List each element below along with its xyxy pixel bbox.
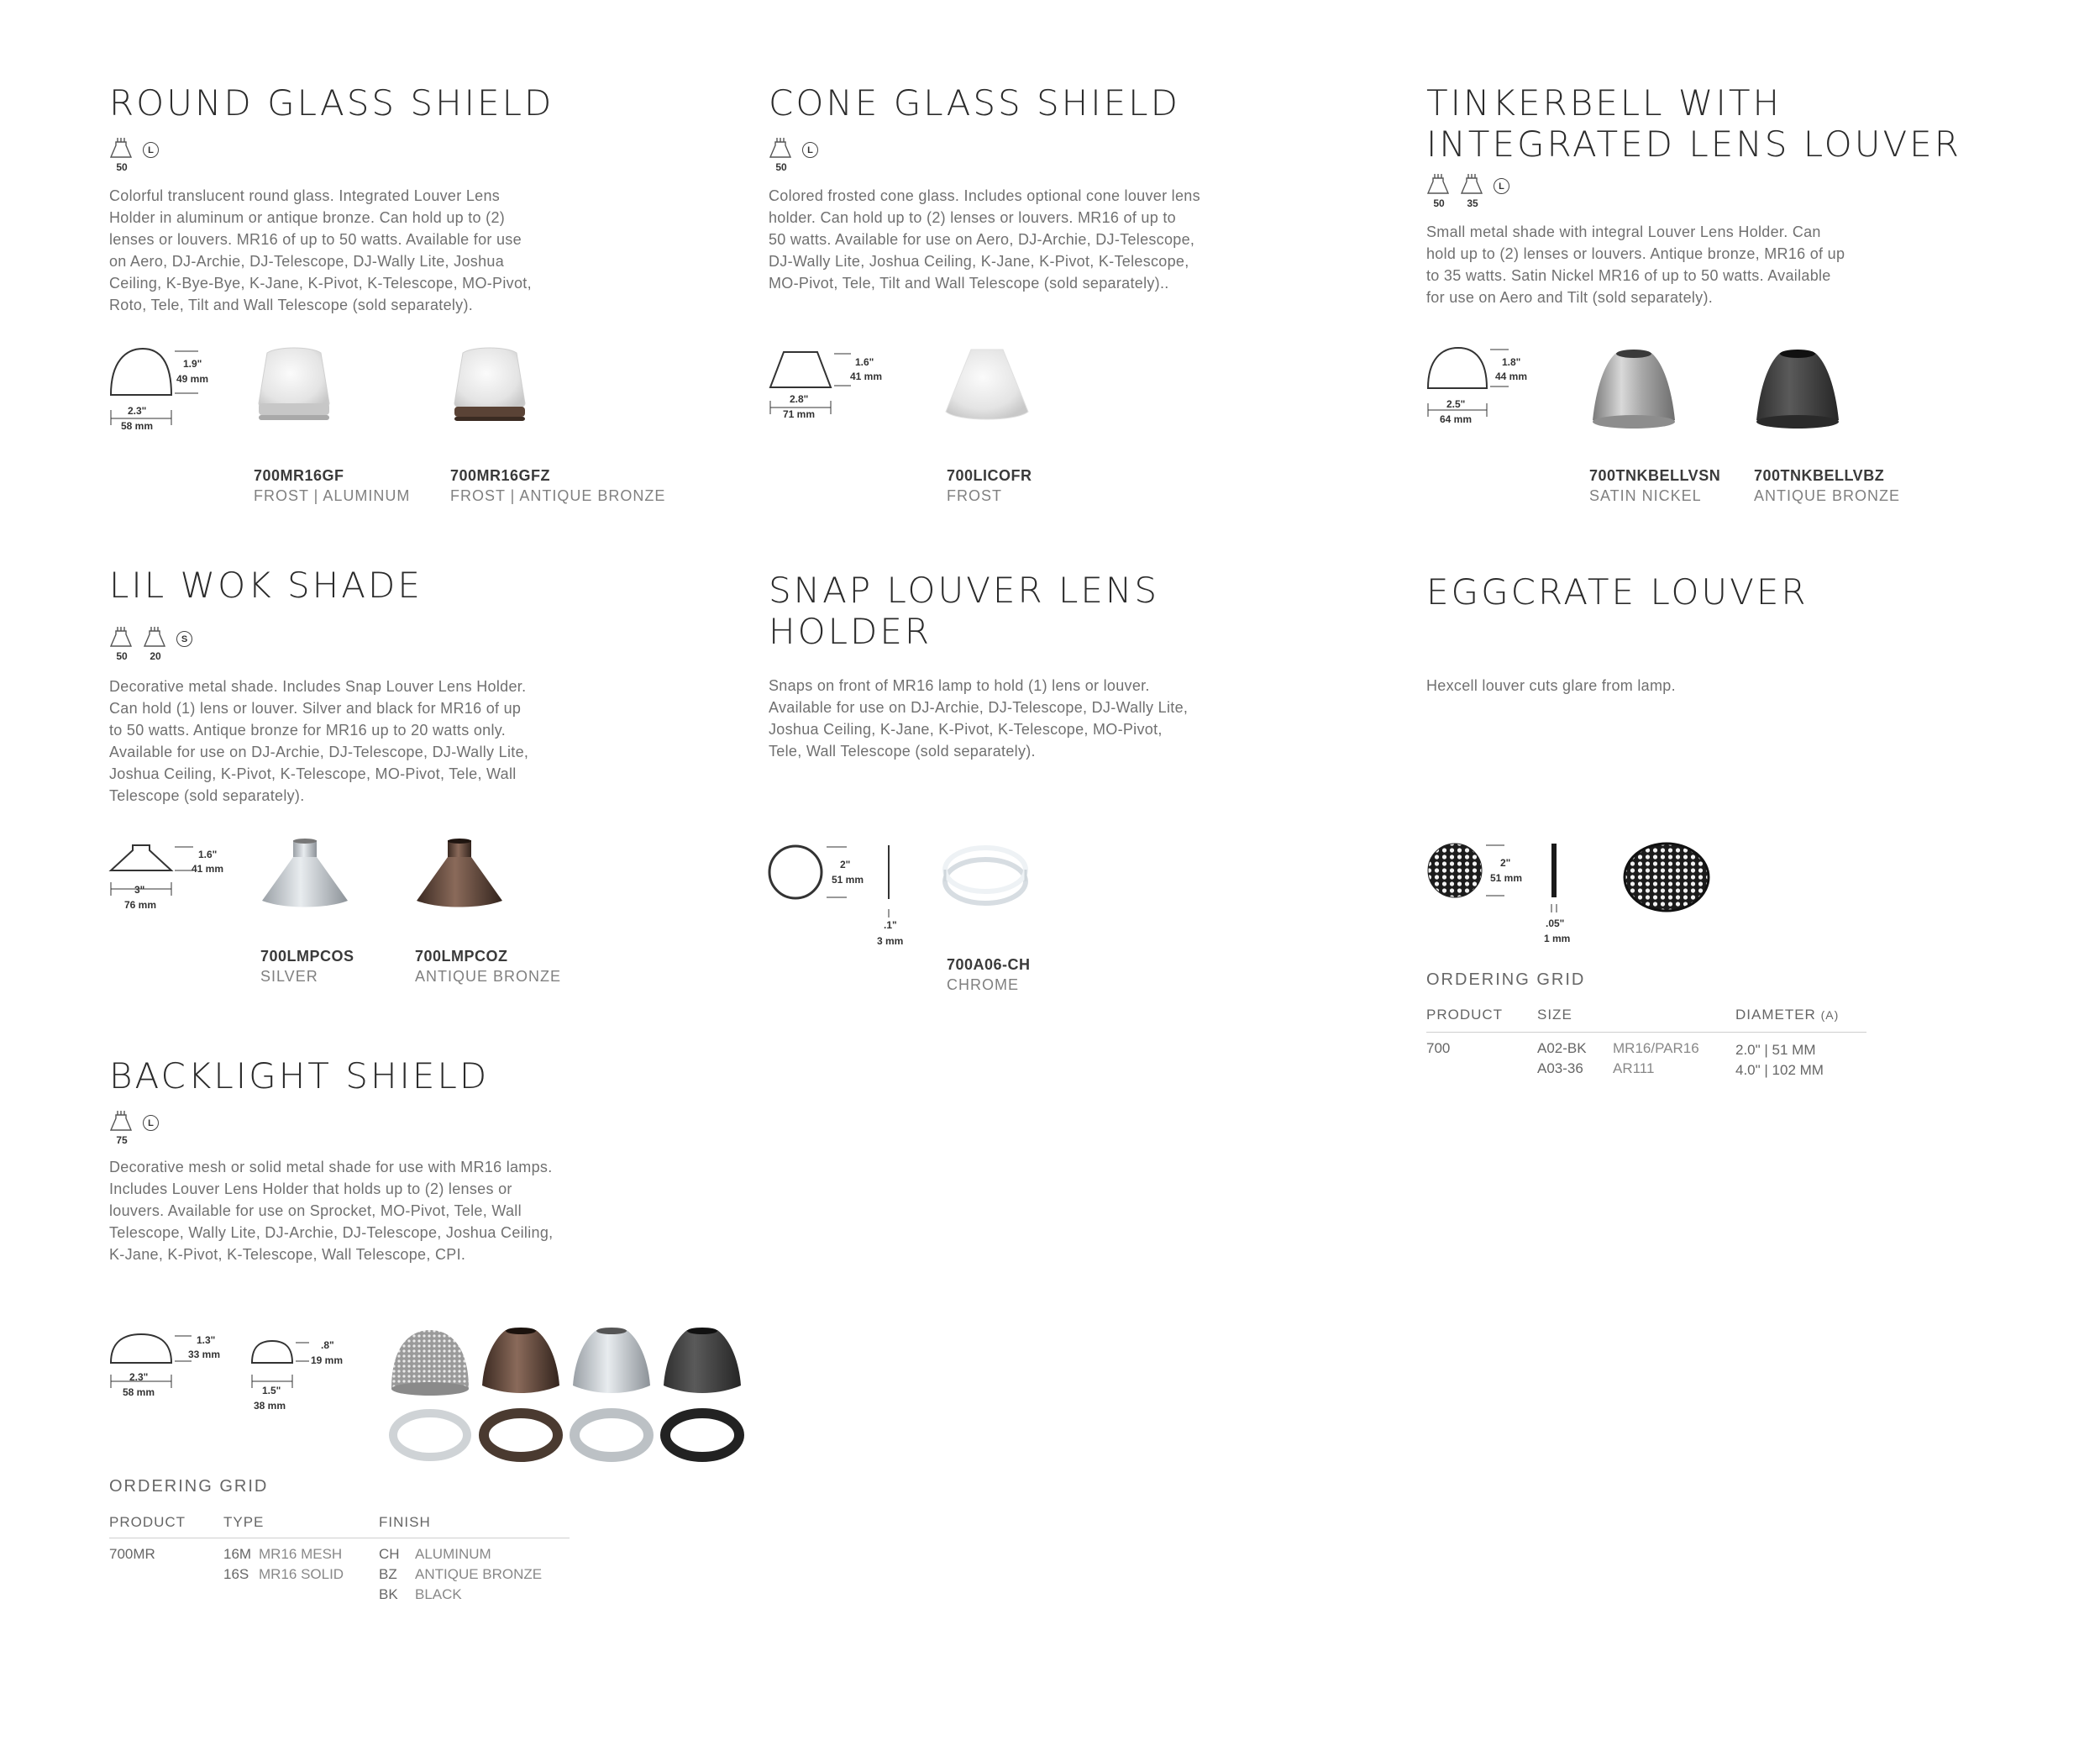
grid-type-label: MR16 SOLID — [259, 1566, 344, 1582]
tinkerbell-rating-icons — [1426, 173, 1509, 209]
grid-header-type: TYPE — [223, 1514, 265, 1530]
grid-header-product: PRODUCT — [1426, 1007, 1504, 1023]
eggcrate-diameter-mm-label: 51 mm — [1490, 872, 1523, 884]
grid-type-label: MR16 MESH — [259, 1546, 343, 1562]
eggcrate-louver-title: EGGCRATE LOUVER — [1426, 571, 1809, 613]
backlight-rating-icons — [109, 1110, 159, 1146]
bronze-ring-image — [484, 1413, 558, 1457]
grid-size-lamp: AR111 — [1613, 1060, 1655, 1076]
eggcrate-ordering-grid-heading: ORDERING GRID — [1426, 970, 1586, 989]
mr16-lamp-icon: 50 — [769, 137, 794, 173]
tinkerbell-width-mm-label: 64 mm — [1440, 413, 1473, 425]
eggcrate-depth-label: .05" — [1546, 918, 1565, 929]
bronze-solid-shade-image — [482, 1328, 559, 1393]
product-code: 700MR16GFZ — [450, 467, 551, 484]
snap-chrome-ring-image — [939, 844, 1032, 908]
grid-finish-label: ANTIQUE BRONZE — [415, 1566, 543, 1582]
cone-rating-icons — [769, 137, 818, 173]
listing-badge-icon: L — [802, 142, 818, 158]
tinkerbell-title-line-1: TINKERBELL WITH — [1426, 82, 1782, 124]
listing-badge-icon: L — [1494, 178, 1509, 194]
product-finish: ANTIQUE BRONZE — [1754, 487, 1901, 504]
wok-description: Decorative metal shade. Includes Snap Louver Lens Holder. Can hold (1) lens or louver. Silver and black for MR16 of up to 50 watts. Antique bronze for MR16 up to 20 watts only. Available for use on DJ-Archie, DJ-Telescope, DJ-Wally Lite, Joshua Ceiling, K-Pivot, K-Telescope, MO-Pivot, Tele, Wall Telescope (sold separately). — [109, 678, 529, 804]
wok-rating-icons — [109, 626, 192, 662]
grid-type-code: 16M — [223, 1546, 252, 1562]
cone-glass-shield-title: CONE GLASS SHIELD — [769, 82, 1180, 124]
grid-finish-code: CH — [379, 1546, 400, 1562]
tinkerbell-satin-nickel-image — [1588, 346, 1680, 439]
tinkerbell-title-line-2: INTEGRATED LENS LOUVER — [1426, 124, 1961, 165]
grid-product-value: 700 — [1426, 1040, 1451, 1056]
cone-description: Colored frosted cone glass. Includes optional cone louver lens holder. Can hold up to (2) lenses or louvers. MR16 of up to 50 watts. Available for use on Aero, DJ-Archie, DJ-Telescope, DJ-Wally Lite, Joshua Ceiling, K-Jane, K-Pivot, K-Telescope, MO-Pivot, Tele, Tilt and Wall Telescope (sold separately).. — [769, 187, 1200, 292]
aluminum-ring-image — [393, 1413, 467, 1457]
snap-diameter-label: 2" — [840, 859, 851, 870]
eggcrate-description: Hexcell louver cuts glare from lamp. — [1426, 677, 1676, 694]
cone-width-mm-label: 71 mm — [783, 408, 816, 420]
wok-width-label: 3" — [134, 884, 145, 896]
product-code: 700TNKBELLVSN — [1589, 467, 1721, 484]
listing-badge-icon: S — [176, 631, 192, 647]
product-finish: FROST | ALUMINUM — [254, 487, 411, 504]
tinkerbell-width-label: 2.5" — [1446, 398, 1466, 410]
product-code: 700LICOFR — [947, 467, 1032, 484]
mr16-lamp-icon: 20 — [143, 626, 168, 662]
backlight-shade-images — [386, 1323, 756, 1399]
grid-diameter-value: 2.0" | 51 MM — [1735, 1042, 1816, 1058]
listing-badge-icon: L — [143, 1115, 159, 1131]
eggcrate-diameter-label: 2" — [1500, 857, 1511, 869]
product-finish: FROST — [947, 487, 1002, 504]
frost-aluminum-shield-image — [252, 344, 336, 437]
snap-diameter-mm-label: 51 mm — [832, 874, 864, 886]
product-code: 700MR16GF — [254, 467, 344, 484]
grid-size-code: A02-BK — [1537, 1040, 1587, 1056]
grid-header-size: SIZE — [1537, 1007, 1572, 1023]
eggcrate-depth-mm-label: 1 mm — [1544, 933, 1571, 944]
mr16-lamp-icon: 35 — [1460, 173, 1485, 209]
backlight-ring-images — [386, 1401, 756, 1469]
grid-type-code: 16S — [223, 1566, 249, 1582]
tinkerbell-description: Small metal shade with integral Louver Lens Holder. Can hold up to (2) lenses or louvers. Antique bronze, MR16 of up to 35 watts. Satin Nickel MR16 of up to 50 watts. Available for use on Aero and Tilt (sold separately). — [1426, 223, 1845, 306]
backlight-dimension-diagram — [108, 1328, 351, 1412]
snap-louver-title-line-1: SNAP LOUVER LENS — [769, 570, 1160, 611]
wok-width-mm-label: 76 mm — [124, 899, 157, 911]
cone-height-mm-label: 41 mm — [850, 371, 883, 382]
backlight-description: Decorative mesh or solid metal shade for use with MR16 lamps. Includes Louver Lens Holder that holds up to (2) lenses or louvers. Available for use on Sprocket, MO-Pivot, Tele, Wall Telescope, Wally Lite, DJ-Archie, DJ-Telescope, Joshua Ceiling, K-Jane, K-Pivot, K-Telescope, Wall Telescope, CPI. — [109, 1159, 554, 1263]
product-finish: SILVER — [260, 968, 318, 985]
round-height-mm-label: 49 mm — [176, 373, 209, 385]
eggcrate-louver-image — [1621, 840, 1714, 916]
product-code: 700TNKBELLVBZ — [1754, 467, 1885, 484]
wok-height-mm-label: 41 mm — [192, 863, 224, 875]
grid-size-code: A03-36 — [1537, 1060, 1583, 1076]
snap-depth-mm-label: 3 mm — [877, 935, 904, 947]
product-finish: SATIN NICKEL — [1589, 487, 1702, 504]
backlight-width-2-mm-label: 38 mm — [254, 1400, 286, 1412]
snap-depth-label: .1" — [884, 919, 897, 931]
aluminum-solid-shade-image — [573, 1328, 650, 1393]
grid-header-finish: FINISH — [379, 1514, 431, 1530]
mr16-lamp-icon: 75 — [109, 1110, 134, 1146]
round-rating-icons — [109, 137, 159, 173]
grid-header-diameter: DIAMETER (A) — [1735, 1007, 1840, 1023]
backlight-height-1-mm-label: 33 mm — [188, 1349, 221, 1360]
product-code: 700LMPCOZ — [415, 948, 508, 965]
round-height-label: 1.9" — [183, 358, 202, 370]
backlight-width-1-mm-label: 58 mm — [123, 1386, 155, 1398]
grid-finish-label: BLACK — [415, 1586, 462, 1602]
wok-antique-bronze-image — [413, 837, 506, 912]
wok-silver-shade-image — [259, 837, 351, 912]
grid-finish-code: BK — [379, 1586, 398, 1602]
snap-description: Snaps on front of MR16 lamp to hold (1) lens or louver. Available for use on DJ-Archie, DJ-Telescope, DJ-Wally Lite, Joshua Ceiling, K-Jane, K-Pivot, K-Telescope, MO-Pivot, Tele, Wall Telescope (sold separately). — [769, 677, 1189, 760]
round-description: Colorful translucent round glass. Integrated Louver Lens Holder in aluminum or antique bronze. Can hold up to (2) lenses or louvers. MR16 of up to 50 watts. Available for use on Aero, DJ-Archie, DJ-Telescope, DJ-Wally Lite, Joshua Ceiling, K-Bye-Bye, K-Jane, K-Pivot, K-Telescope, MO-Pivot, Roto, Tele, Tilt and Wall Telescope (sold separately). — [109, 187, 532, 313]
frost-bronze-shield-image — [448, 344, 532, 437]
aluminum-ring-2-image — [575, 1413, 648, 1457]
grid-size-lamp: MR16/PAR16 — [1613, 1040, 1699, 1056]
grid-product-value: 700MR — [109, 1546, 155, 1562]
grid-diameter-value: 4.0" | 102 MM — [1735, 1062, 1824, 1078]
listing-badge-icon: L — [143, 142, 159, 158]
grid-finish-label: ALUMINUM — [415, 1546, 491, 1562]
mesh-shade-image — [391, 1330, 469, 1396]
backlight-ordering-grid-heading: ORDERING GRID — [109, 1477, 269, 1496]
tinkerbell-height-mm-label: 44 mm — [1495, 371, 1528, 382]
product-code: 700LMPCOS — [260, 948, 354, 965]
snap-dimension-diagram — [766, 840, 909, 949]
round-width-mm-label: 58 mm — [121, 420, 154, 432]
product-code: 700A06-CH — [947, 956, 1031, 973]
backlight-height-2-mm-label: 19 mm — [311, 1354, 344, 1366]
tinkerbell-height-label: 1.8" — [1502, 356, 1521, 368]
lil-wok-shade-title: LIL WOK SHADE — [109, 565, 423, 606]
backlight-width-2-label: 1.5" — [262, 1385, 281, 1396]
backlight-width-1-label: 2.3" — [129, 1371, 149, 1383]
black-ring-image — [665, 1413, 739, 1457]
black-solid-shade-image — [664, 1328, 741, 1393]
round-glass-shield-title: ROUND GLASS SHIELD — [109, 82, 554, 124]
grid-finish-code: BZ — [379, 1566, 397, 1582]
grid-divider — [1426, 1032, 1866, 1033]
mr16-lamp-icon: 50 — [1426, 173, 1452, 209]
mr16-lamp-icon: 50 — [109, 137, 134, 173]
product-finish: CHROME — [947, 976, 1019, 993]
backlight-shield-title: BACKLIGHT SHIELD — [109, 1055, 490, 1096]
product-finish: ANTIQUE BRONZE — [415, 968, 562, 985]
cone-width-label: 2.8" — [790, 393, 809, 405]
mr16-lamp-icon: 50 — [109, 626, 134, 662]
backlight-height-1-label: 1.3" — [197, 1334, 216, 1346]
backlight-height-2-label: .8" — [321, 1339, 334, 1351]
cone-height-label: 1.6" — [855, 356, 874, 368]
grid-header-product: PRODUCT — [109, 1514, 186, 1530]
round-width-label: 2.3" — [128, 405, 147, 417]
snap-louver-title-line-2: HOLDER — [769, 611, 932, 652]
tinkerbell-antique-bronze-image — [1751, 346, 1844, 439]
wok-height-label: 1.6" — [198, 849, 218, 860]
product-finish: FROST | ANTIQUE BRONZE — [450, 487, 666, 504]
cone-frost-shield-image — [941, 344, 1033, 429]
